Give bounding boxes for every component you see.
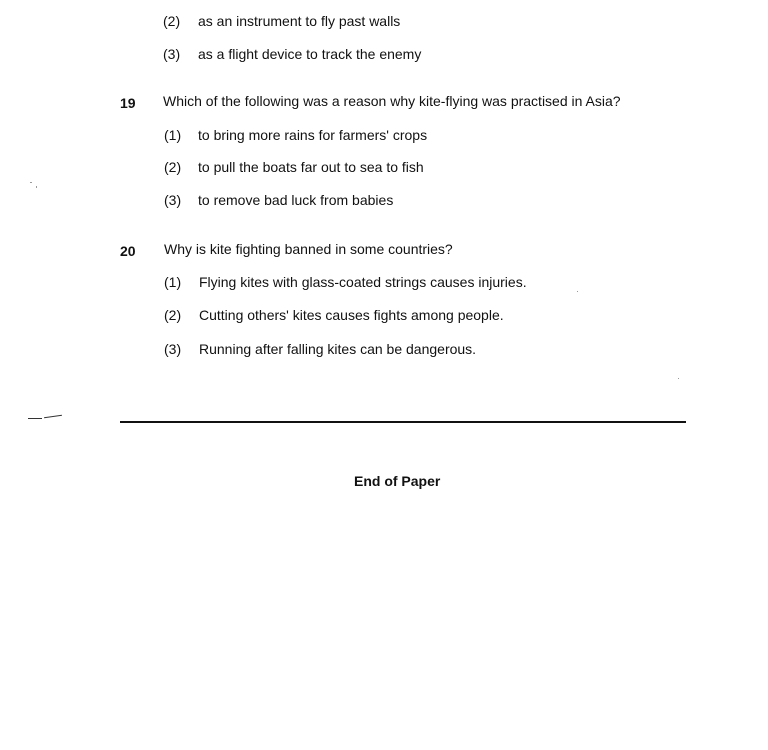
question-number: 19 — [120, 95, 136, 111]
option-text: to remove bad luck from babies — [198, 192, 394, 208]
option-text: Cutting others' kites causes fights among people. — [199, 307, 504, 323]
scan-speck — [30, 182, 32, 183]
option-number: (1) — [164, 274, 182, 290]
option-number: (3) — [163, 46, 181, 62]
option-text: Flying kites with glass-coated strings causes injuries. — [199, 274, 527, 290]
option-text: to pull the boats far out to sea to fish — [198, 159, 424, 175]
option-number: (2) — [163, 13, 181, 29]
option-text: as a flight device to track the enemy — [198, 46, 422, 62]
scan-speck — [36, 186, 37, 188]
scan-speck — [577, 291, 578, 292]
option-number: (3) — [164, 192, 182, 208]
scan-mark — [28, 418, 42, 419]
option-text: as an instrument to fly past walls — [198, 13, 401, 29]
option-number: (2) — [164, 159, 182, 175]
option-number: (1) — [164, 127, 182, 143]
end-of-paper: End of Paper — [354, 473, 441, 489]
question-stem: Why is kite fighting banned in some countries? — [164, 241, 453, 257]
scan-mark — [44, 415, 62, 418]
option-text: to bring more rains for farmers' crops — [198, 127, 428, 143]
option-number: (3) — [164, 341, 182, 357]
scan-speck — [678, 378, 679, 379]
option-text: Running after falling kites can be dangerous. — [199, 341, 477, 357]
option-number: (2) — [164, 307, 182, 323]
question-stem: Which of the following was a reason why kite-flying was practised in Asia? — [163, 93, 621, 109]
question-number: 20 — [120, 243, 136, 259]
divider-line — [120, 421, 686, 423]
